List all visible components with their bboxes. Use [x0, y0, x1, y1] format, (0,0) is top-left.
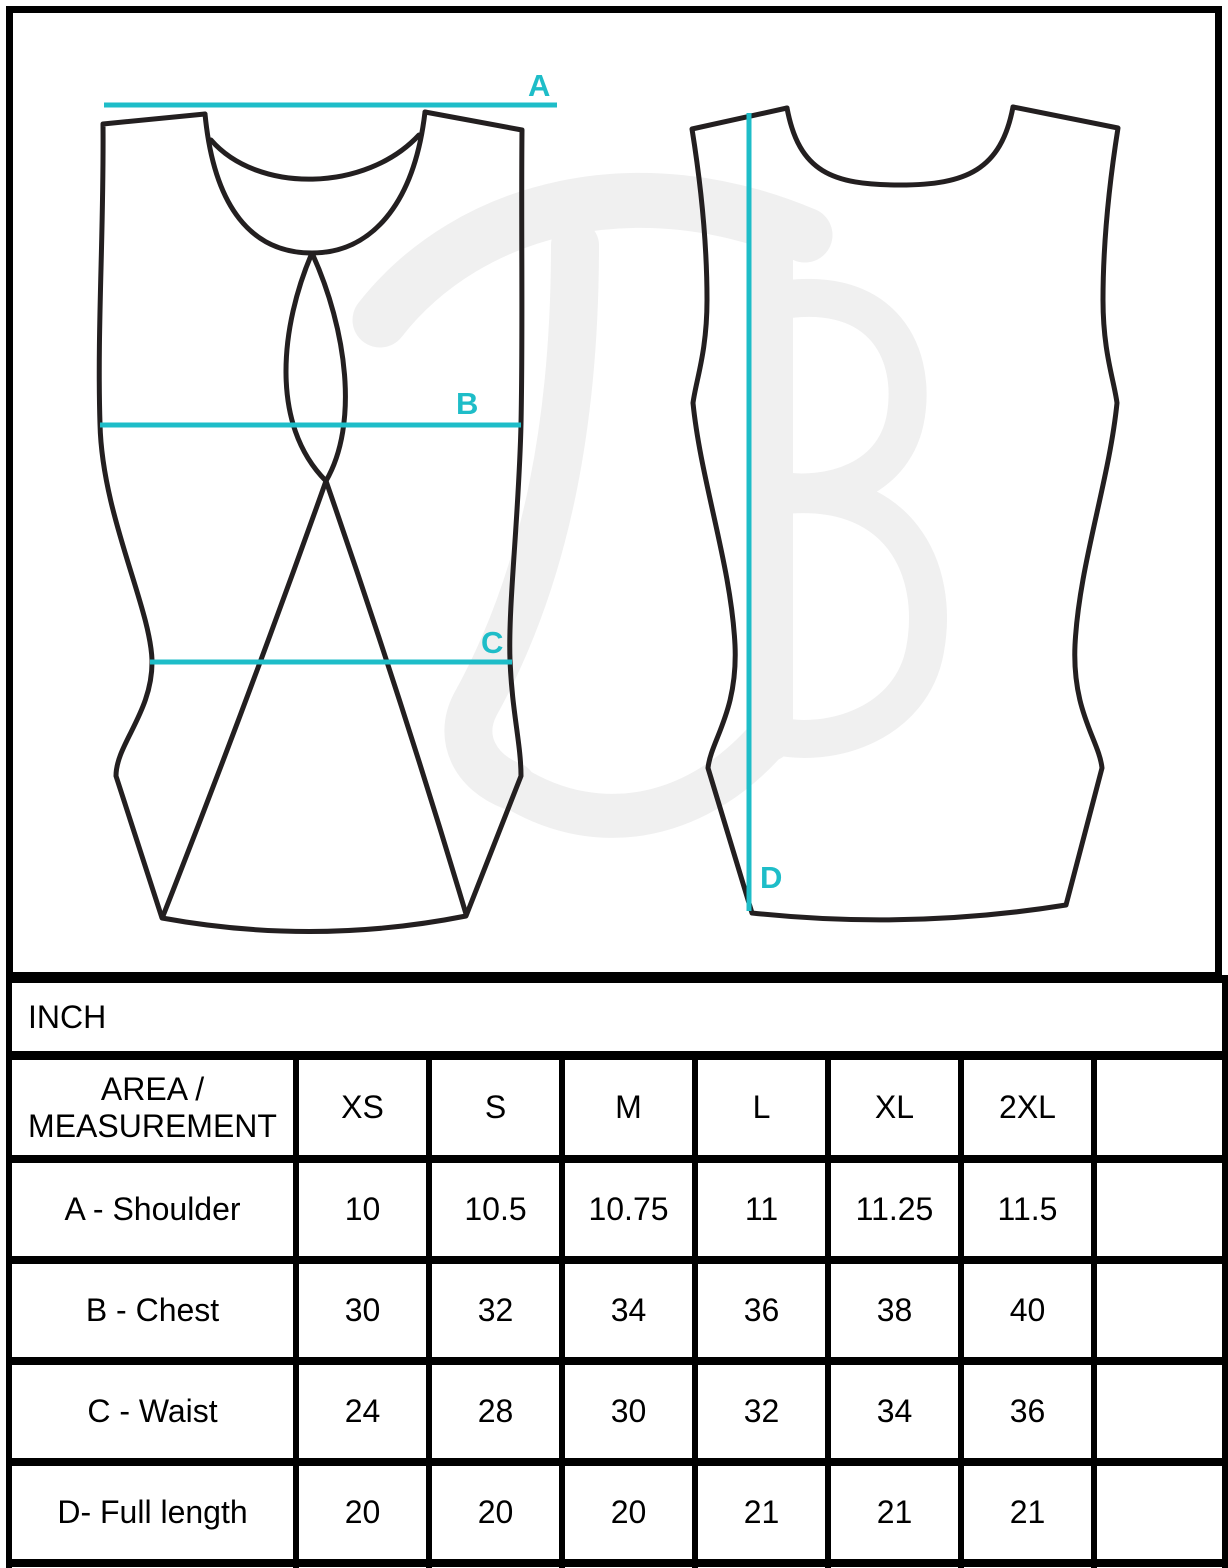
cell-value: 10.5 — [429, 1159, 562, 1260]
table-row-shoulder — [9, 1159, 1225, 1260]
cell-value: 21 — [961, 1462, 1094, 1563]
cell-value: 20 — [562, 1462, 695, 1563]
cell-value: 32 — [695, 1361, 828, 1462]
front-neckline-outer — [205, 112, 425, 253]
corner-header-cell: AREA / MEASUREMENT — [9, 1056, 296, 1160]
cutoff-next-row — [9, 1563, 1225, 1568]
cell-value: 32 — [429, 1260, 562, 1361]
table-row-waist — [9, 1361, 1225, 1462]
cell-value: 30 — [562, 1361, 695, 1462]
cell-empty — [1094, 1361, 1225, 1462]
cell-value: 20 — [429, 1462, 562, 1563]
size-table — [6, 975, 1228, 1568]
row-label: D- Full length — [9, 1462, 296, 1563]
size-col-s: S — [429, 1056, 562, 1160]
size-col-xl: XL — [828, 1056, 961, 1160]
measure-label-a: A — [528, 68, 551, 103]
cell-value: 11.25 — [828, 1159, 961, 1260]
cell-value: 10 — [296, 1159, 429, 1260]
measure-label-d: D — [760, 860, 783, 895]
cell-empty — [1094, 1462, 1225, 1563]
front-neckline-inner — [211, 135, 419, 179]
cell-empty — [1094, 1159, 1225, 1260]
cell-value: 38 — [828, 1260, 961, 1361]
cell-empty — [1094, 1260, 1225, 1361]
row-label: A - Shoulder — [9, 1159, 296, 1260]
cell-value: 24 — [296, 1361, 429, 1462]
size-col-empty — [1094, 1056, 1225, 1160]
brand-watermark-monogram — [380, 200, 928, 816]
cell-value: 11 — [695, 1159, 828, 1260]
unit-header-cell: INCH — [9, 979, 1225, 1056]
cell-value: 21 — [828, 1462, 961, 1563]
cell-value: 36 — [961, 1361, 1094, 1462]
row-label: B - Chest — [9, 1260, 296, 1361]
size-col-xs: XS — [296, 1056, 429, 1160]
row-label: C - Waist — [9, 1361, 296, 1462]
unit-row — [9, 979, 1225, 1056]
size-col-l: L — [695, 1056, 828, 1160]
table-row-chest — [9, 1260, 1225, 1361]
cell-value: 34 — [562, 1260, 695, 1361]
front-keyhole-left-and-wrap — [286, 253, 466, 914]
cell-value: 40 — [961, 1260, 1094, 1361]
cell-value: 20 — [296, 1462, 429, 1563]
measure-label-c: C — [481, 625, 504, 660]
measure-label-b: B — [456, 386, 479, 421]
size-col-2xl: 2XL — [961, 1056, 1094, 1160]
cell-value: 36 — [695, 1260, 828, 1361]
cell-value: 11.5 — [961, 1159, 1094, 1260]
cell-value: 30 — [296, 1260, 429, 1361]
cell-value: 34 — [828, 1361, 961, 1462]
back-neckline — [787, 107, 1013, 185]
cell-value: 21 — [695, 1462, 828, 1563]
table-row-full-length — [9, 1462, 1225, 1563]
size-col-m: M — [562, 1056, 695, 1160]
size-header-row — [9, 1056, 1225, 1160]
cell-value: 28 — [429, 1361, 562, 1462]
cell-value: 10.75 — [562, 1159, 695, 1260]
front-keyhole-right-and-wrap — [163, 253, 345, 916]
